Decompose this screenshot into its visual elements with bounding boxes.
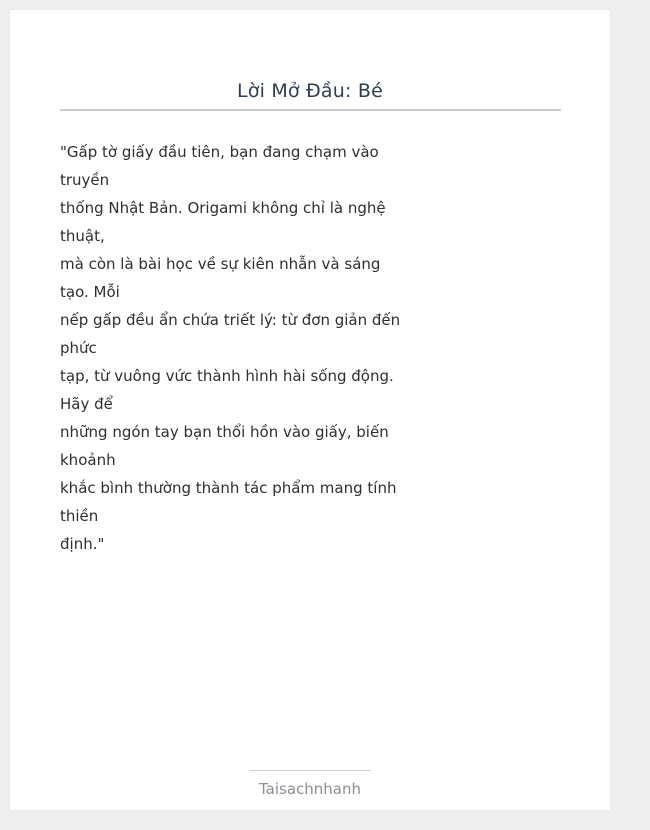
paragraph-line: định." <box>60 535 105 553</box>
page-title: Lời Mở Đầu: Bé <box>237 80 383 102</box>
body-paragraph <box>60 138 400 558</box>
footer-divider <box>250 770 371 771</box>
paragraph-line: mà còn là bài học về sự kiên nhẫn và sáng <box>60 255 381 273</box>
paragraph-line: những ngón tay bạn thổi hồn vào giấy, biến <box>60 423 389 441</box>
paragraph-line: thống Nhật Bản. Origami không chỉ là nghệ <box>60 199 386 217</box>
paragraph-line: tạp, từ vuông vức thành hình hài sống động. <box>60 367 394 385</box>
paragraph-line: tạo. Mỗi <box>60 283 120 301</box>
document-page <box>10 10 610 810</box>
paragraph-line: nếp gấp đều ẩn chứa triết lý: từ đơn giản đến <box>60 311 401 329</box>
paragraph-line: khắc bình thường thành tác phẩm mang tính <box>60 479 397 497</box>
paragraph-line: "Gấp tờ giấy đầu tiên, bạn đang chạm vào <box>60 143 379 161</box>
paragraph-line: truyền <box>60 171 110 189</box>
paragraph-line: thuật, <box>60 227 105 245</box>
paragraph-line: phức <box>60 339 97 357</box>
paragraph-line: khoảnh <box>60 451 116 469</box>
page-footer: Taisachnhanh <box>258 780 362 798</box>
title-divider <box>60 109 561 111</box>
paragraph-line: Hãy để <box>60 395 113 413</box>
paragraph-line: thiền <box>60 507 99 525</box>
